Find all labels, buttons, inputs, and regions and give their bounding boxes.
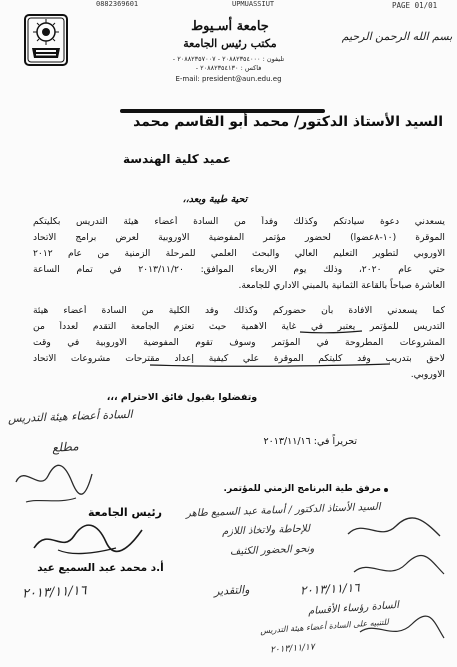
handwritten-note: والتقدير (213, 583, 250, 598)
handwritten-note: السيد الأستاذ الدكتور / أسامة عبد السميع طاهر (185, 501, 381, 520)
fax-sender-id: UPMUASSIUT (232, 0, 275, 8)
attachment-note: مرفق طية البرنامج الزمني للمؤتمر. (223, 484, 381, 494)
handwritten-date: ٢٠١٣/١١/١٦ (299, 580, 360, 598)
bullet-icon (384, 488, 388, 492)
handwritten-scribble (6, 452, 96, 512)
paragraph-2-line: الاوروبي. (410, 369, 445, 380)
handwritten-note: ونحو الحضور الكثيف (229, 543, 315, 558)
handwritten-note: السادة أعضاء هيئة التدريس (7, 407, 133, 426)
handwritten-note: مطلع (51, 439, 80, 455)
handwritten-date: ٢٠١٣/١١/١٧ (269, 642, 316, 656)
handwritten-note: السادة رؤساء الأقسام (307, 599, 400, 618)
addressee-title: عميد كلية الهندسة (123, 152, 231, 166)
letter-date: تحريراً في: ٢٠١٣/١١/١٦ (263, 436, 357, 447)
office-name: مكتب رئيس الجامعة (183, 37, 277, 50)
handwritten-date: ٢٠١٣/١١/١٦ (21, 583, 87, 602)
paragraph-1-line: الموقرة (١٠-٨عضوا) لحضور مؤتمر المفوضية الاوروبية لعرض برامج الاتحاد (33, 232, 445, 243)
closing-line: وتفضلوا بقبول فائق الاحترام ،،، (106, 392, 258, 403)
paragraph-1-line: يسعدني دعوة سيادتكم وكذلك وفداً من السادة أعضاء هيئة التدريس بكليتكم (33, 216, 445, 227)
university-name: جامعة أسـيوط (191, 19, 269, 34)
paragraph-2-line: لاحق بتدريب وفد كليتكم الموقرة علي كيفية إعداد مقترحات مشروعات الاتحاد (33, 353, 445, 364)
handwritten-note: للتنبيه على السادة أعضاء هيئة التدريس (259, 617, 390, 636)
handwritten-note: للإحاطة ولاتخاذ اللازم (221, 523, 311, 538)
paragraph-1-line: العاشرة صباحاً بالقاعة الثمانية بالمبني الاداري للجامعة. (238, 280, 445, 291)
paragraph-1-line: حتي عام ٢٠٢٠، وذلك يوم الاربعاء الموافق: ٢٠١٣/١١/٢٠ في تمام الساعة (33, 264, 445, 275)
addressee-name: السيد الأستاذ الدكتور/ محمد أبو القاسم محمد (133, 114, 443, 130)
president-signature (28, 520, 148, 558)
paragraph-2-line: التدريس للمؤتمر يعتبر في غاية الاهمية حيث تعتزم الجامعة التقدم لعدداً من (33, 321, 445, 332)
handwritten-signatures (340, 512, 450, 662)
fax-page-number: PAGE 01/01 (392, 1, 438, 10)
fax-numbers: فاكس : ٢٠٨٨٢٣٥٤١٣٠ - (195, 64, 262, 72)
bismillah-heading: بسم الله الرحمن الرحيم (341, 30, 453, 43)
fax-number: 0882369601 (96, 0, 139, 8)
header-divider (120, 109, 325, 113)
paragraph-2-line: المشروعات المطروحة في المؤتمر وسوف تقوم المفوضية الاوروبية في وقت (33, 337, 445, 348)
paragraph-1-line: الاوروبي لتطوير التعليم العالي والبحث العلمي للمرحلة الزمنية من عام ٢٠١٢ (33, 248, 445, 259)
greeting: تحية طيبة وبعد،، (182, 194, 248, 205)
signatory-name: أ.د محمد عبد السميع عيد (37, 562, 164, 574)
signature-title: رئيس الجامعة (88, 506, 162, 519)
phone-numbers: تليفون : ٢٠٨٨٢٣٥٤٠٠٠ - ٢٠٨٨٢٣٥٧٠٠٧ - (172, 55, 285, 63)
email-address: E-mail: president@aun.edu.eg (175, 75, 282, 83)
paragraph-2-line: كما يسعدني الافادة بأن حضوركم وكذلك وفد الكلية من السادة أعضاء هيئة (33, 305, 445, 316)
university-logo-icon (24, 14, 68, 66)
